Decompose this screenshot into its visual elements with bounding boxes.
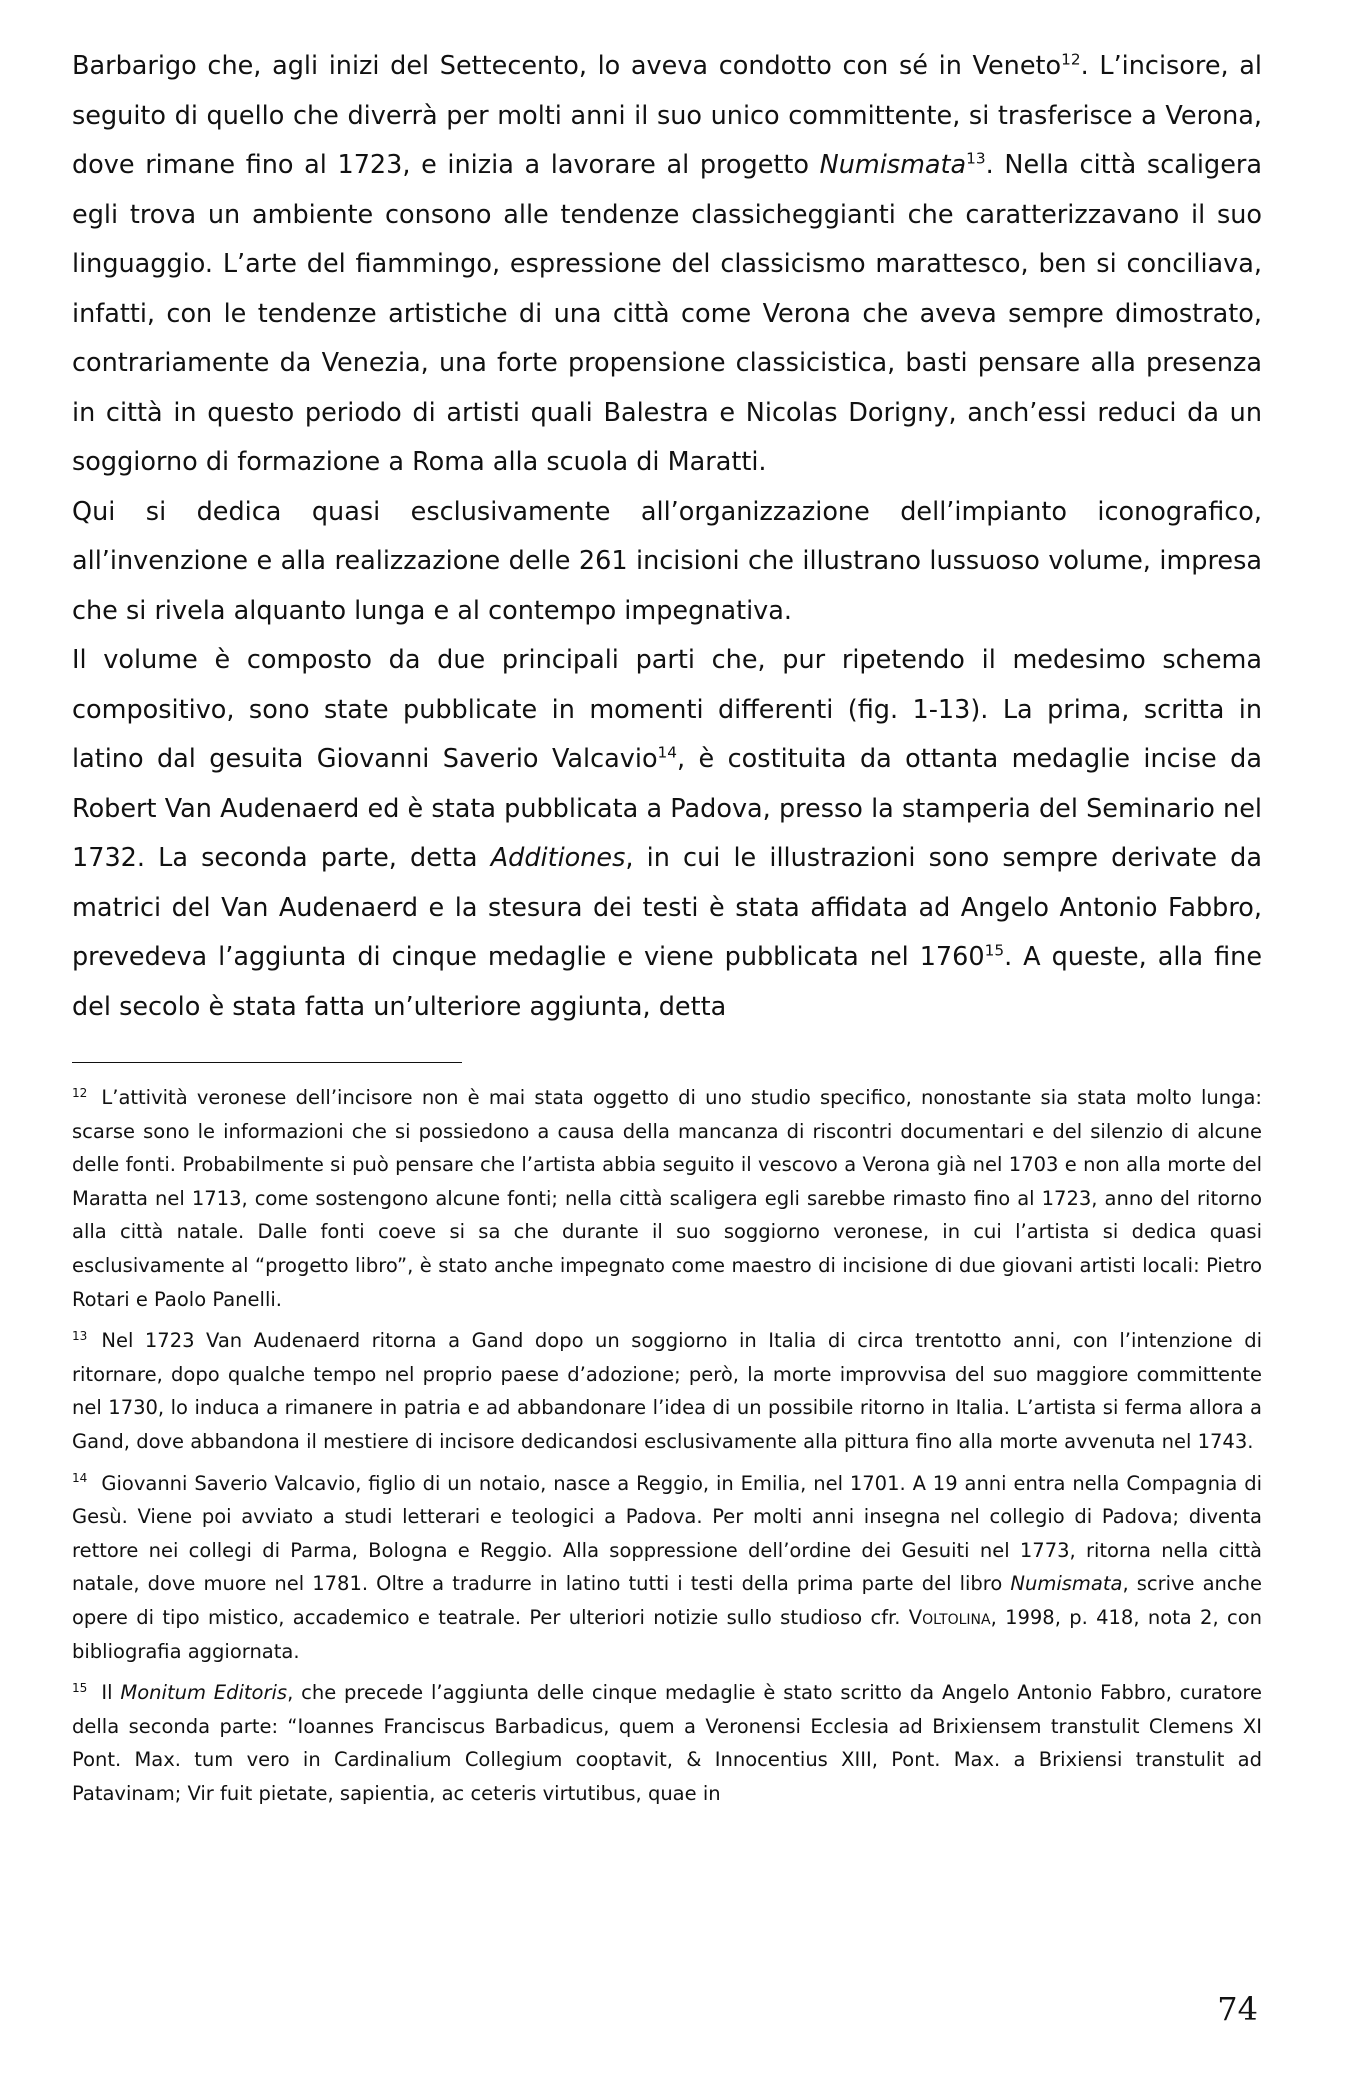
footnote-text: L’attività veronese dell’incisore non è mai stata oggetto di uno studio specifico, nonostante sia stata molto lunga: scarse sono le informazioni che si possiedono a causa della mancanza di riscontri documentari e del silenzio di alcune delle fonti. Probabilmente si può pensare che l’artista abbia seguito il vescovo a Verona già nel 1703 e non alla morte del Maratta nel 1713, come sostengono alcune fonti; nella città scaligera egli sarebbe rimasto fino al 1723, anno del ritorno alla città natale. Dalle fonti coeve si sa che durante il suo soggiorno veronese, in cui l’artista si dedica quasi esclusivamente al “progetto libro”, è stato anche impegnato come maestro di incisione di due giovani artisti locali: Pietro Rotari e Paolo Panelli. (72, 1086, 1262, 1311)
paragraph-text: Barbarigo che, agli inizi del Settecento, lo aveva condotto con sé in Veneto (72, 51, 1062, 81)
footnote-text: Giovanni Saverio Valcavio, figlio di un notaio, nasce a Reggio, in Emilia, nel 1701. A 19 anni entra nella Compagnia di Gesù. Viene poi avviato a studi letterari e teologici a Padova. Per molti anni insegna nel collegio di Padova; diventa rettore nei collegi di Parma, Bologna e Reggio. Alla soppressione dell’ordine dei Gesuiti nel 1773, ritorna nella città natale, dove muore nel 1781. Oltre a tradurre in latino tutti i testi della prima parte del libro (72, 1471, 1262, 1596)
footnote-number: 15 (72, 1680, 88, 1695)
author-smallcaps: Voltolina (908, 1605, 991, 1629)
paragraph-text: . L’incisore, al seguito di quello che diverrà per molti anni il suo unico committente, si trasferisce a Verona, dove rimane fino al 1723, e inizia a lavorare al progetto (72, 51, 1262, 180)
paragraph-text: . A queste, alla fine del secolo è stata fatta un’ulteriore aggiunta, detta (72, 942, 1263, 1022)
footnote-text: , che precede l’aggiunta delle cinque medaglie è stato scritto da Angelo Antonio Fabbro, curatore della seconda parte: “Ioannes Franciscus Barbadicus, quem a Veronensi Ecclesia ad Brixiensem transtulit Clemens XI Pont. Max. tum vero in Cardinalium Collegium cooptavit, & Innocentius XIII, Pont. Max. a Brixiensi transtulit ad Patavinam; Vir fuit pietate, sapientia, ac ceteris virtutibus, quae in (72, 1681, 1262, 1805)
footnote-ref-12[interactable]: 12 (1061, 50, 1081, 69)
footnote-text: , scrive anche opere di tipo mistico, accademico e teatrale. Per ulteriori notizie sullo studioso cfr. (72, 1572, 1262, 1629)
footnote-13 (72, 1324, 1262, 1458)
footnote-separator (72, 1062, 462, 1063)
page (72, 42, 1262, 1818)
paragraph-text: Il volume è composto da due principali parti che, pur ripetendo il medesimo schema compositivo, sono state pubblicate in momenti differenti (fig. 1-13). La prima, scritta in latino dal gesuita Giovanni Saverio Valcavio (72, 645, 1262, 774)
footnote-ref-14[interactable]: 14 (657, 743, 678, 762)
footnote-ref-13[interactable]: 13 (966, 149, 986, 168)
footnote-number: 13 (72, 1328, 88, 1343)
footnotes (72, 1081, 1262, 1810)
body-text (72, 42, 1262, 1032)
footnote-text: Nel 1723 Van Audenaerd ritorna a Gand dopo un soggiorno in Italia di circa trentotto anni, con l’intenzione di ritornare, dopo qualche tempo nel proprio paese d’adozione; però, la morte improvvisa del suo maggiore committente nel 1730, lo induca a rimanere in patria e ad abbandonare l’idea di un possibile ritorno in Italia. L’artista si ferma allora a Gand, dove abbandona il mestiere di incisore dedicandosi esclusivamente alla pittura fino alla morte avvenuta nel 1743. (72, 1329, 1262, 1453)
footnote-number: 12 (72, 1085, 88, 1100)
page-number: 74 (1217, 1990, 1258, 2028)
italic-title: Additiones (490, 843, 626, 873)
italic-title: Numismata (1010, 1572, 1123, 1596)
footnote-ref-15[interactable]: 15 (984, 941, 1005, 960)
footnote-number: 14 (72, 1471, 88, 1486)
paragraph-3 (72, 636, 1262, 1032)
italic-title: Monitum Editoris (120, 1681, 288, 1705)
footnote-15 (72, 1676, 1262, 1810)
paragraph-text: , è costituita da ottanta medaglie incise da Robert Van Audenaerd ed è stata pubblicata a Padova, presso la stamperia del Seminario nel 1732. La seconda parte, detta (72, 744, 1262, 873)
footnote-12 (72, 1081, 1262, 1316)
paragraph-text: , in cui le illustrazioni sono sempre derivate da matrici del Van Audenaerd e la stesura dei testi è stata affidata ad Angelo Antonio Fabbro, prevedeva l’aggiunta di cinque medaglie e viene pubblicata nel 1760 (72, 843, 1262, 972)
footnote-14 (72, 1467, 1262, 1669)
paragraph-2: Qui si dedica quasi esclusivamente all’organizzazione dell’impianto iconografico, all’invenzione e alla realizzazione delle 261 incisioni che illustrano lussuoso volume, impresa che si rivela alquanto lunga e al contempo impegnativa. (72, 496, 1262, 626)
italic-title: Numismata (819, 150, 967, 180)
footnote-text: , 1998, p. 418, nota 2, con bibliografia aggiornata. (72, 1605, 1262, 1663)
paragraph-text: . Nella città scaligera egli trova un ambiente consono alle tendenze classicheggianti che caratterizzavano il suo linguaggio. L’arte del fiammingo, espressione del classicismo marattesco, ben si conciliava, infatti, con le tendenze artistiche di una città come Verona che aveva sempre dimostrato, contrariamente da Venezia, una forte propensione classicistica, basti pensare alla presenza in città in questo periodo di artisti quali Balestra e Nicolas Dorigny, anch’essi reduci da un soggiorno di formazione a Roma alla scuola di Maratti. (72, 150, 1262, 477)
paragraph-1 (72, 42, 1262, 488)
footnote-text: Il (101, 1681, 121, 1705)
